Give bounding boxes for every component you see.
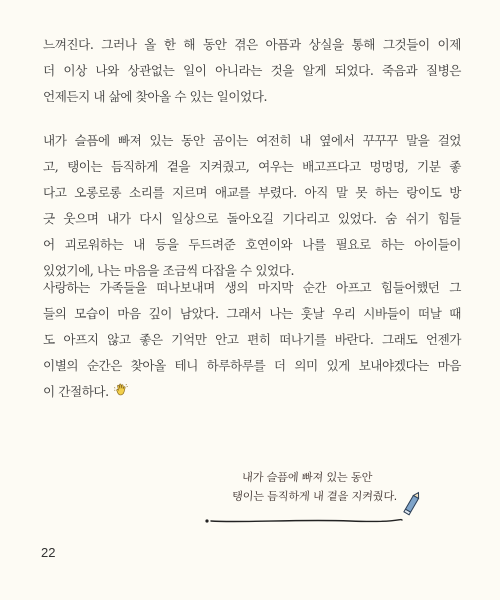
handwritten-note-line-1: 내가 슬픔에 빠져 있는 동안 [241, 471, 373, 484]
text-line: 다고 오롱로롱 소리를 지르며 애교를 부렸다. 아직 말 못 하는 랑이도 방 [43, 185, 461, 200]
text-line: 느껴진다. 그러나 올 한 해 동안 겪은 아픔과 상실을 통해 그것들이 이제 [43, 37, 461, 52]
text-line: 더 이상 나와 상관없는 일이 아니라는 것을 알게 되었다. 죽음과 질병은 [43, 63, 461, 78]
page-number: 22 [41, 545, 56, 560]
text-line: 어 괴로워하는 내 등을 두드려준 호연이와 나를 필요로 하는 아이들이 [43, 237, 461, 252]
text-line: 언제든지 내 삶에 찾아올 수 있는 일이었다. [43, 89, 268, 104]
text-line: 도 아프지 않고 좋은 기억만 안고 편히 떠나기를 바란다. 그래도 언젠가 [43, 332, 461, 347]
text-line: 내가 슬픔에 빠져 있는 동안 곰이는 여전히 내 옆에서 꾸꾸꾸 말을 걸었 [43, 133, 461, 148]
text-line: 있었기에, 나는 마음을 조금씩 다잡을 수 있었다. [43, 263, 295, 278]
text-line-text: 이 간절하다. [43, 384, 109, 399]
text-line: 들의 모습이 마음 깊이 남았다. 그래서 나는 훗날 우리 시바들이 떠날 때 [43, 306, 461, 321]
text-line: 이별의 순간은 찾아올 테니 하루하루를 더 의미 있게 보내야겠다는 마음 [43, 358, 461, 373]
handwritten-note [232, 468, 432, 506]
text-line: 사랑하는 가족들을 떠나보내며 생의 마지막 순간 아프고 힘들어했던 그 [43, 280, 461, 295]
text-line: 고, 탱이는 듬직하게 곁을 지켜줬고, 여우는 배고프다고 멍멍멍, 기분 좋 [43, 159, 461, 174]
handwritten-note-line-2: 탱이는 듬직하게 내 곁을 지켜줬다. [231, 490, 398, 503]
text-line: 긋 웃으며 내가 다시 일상으로 돌아오길 기다리고 있었다. 숨 쉬기 힘들 [43, 211, 461, 226]
